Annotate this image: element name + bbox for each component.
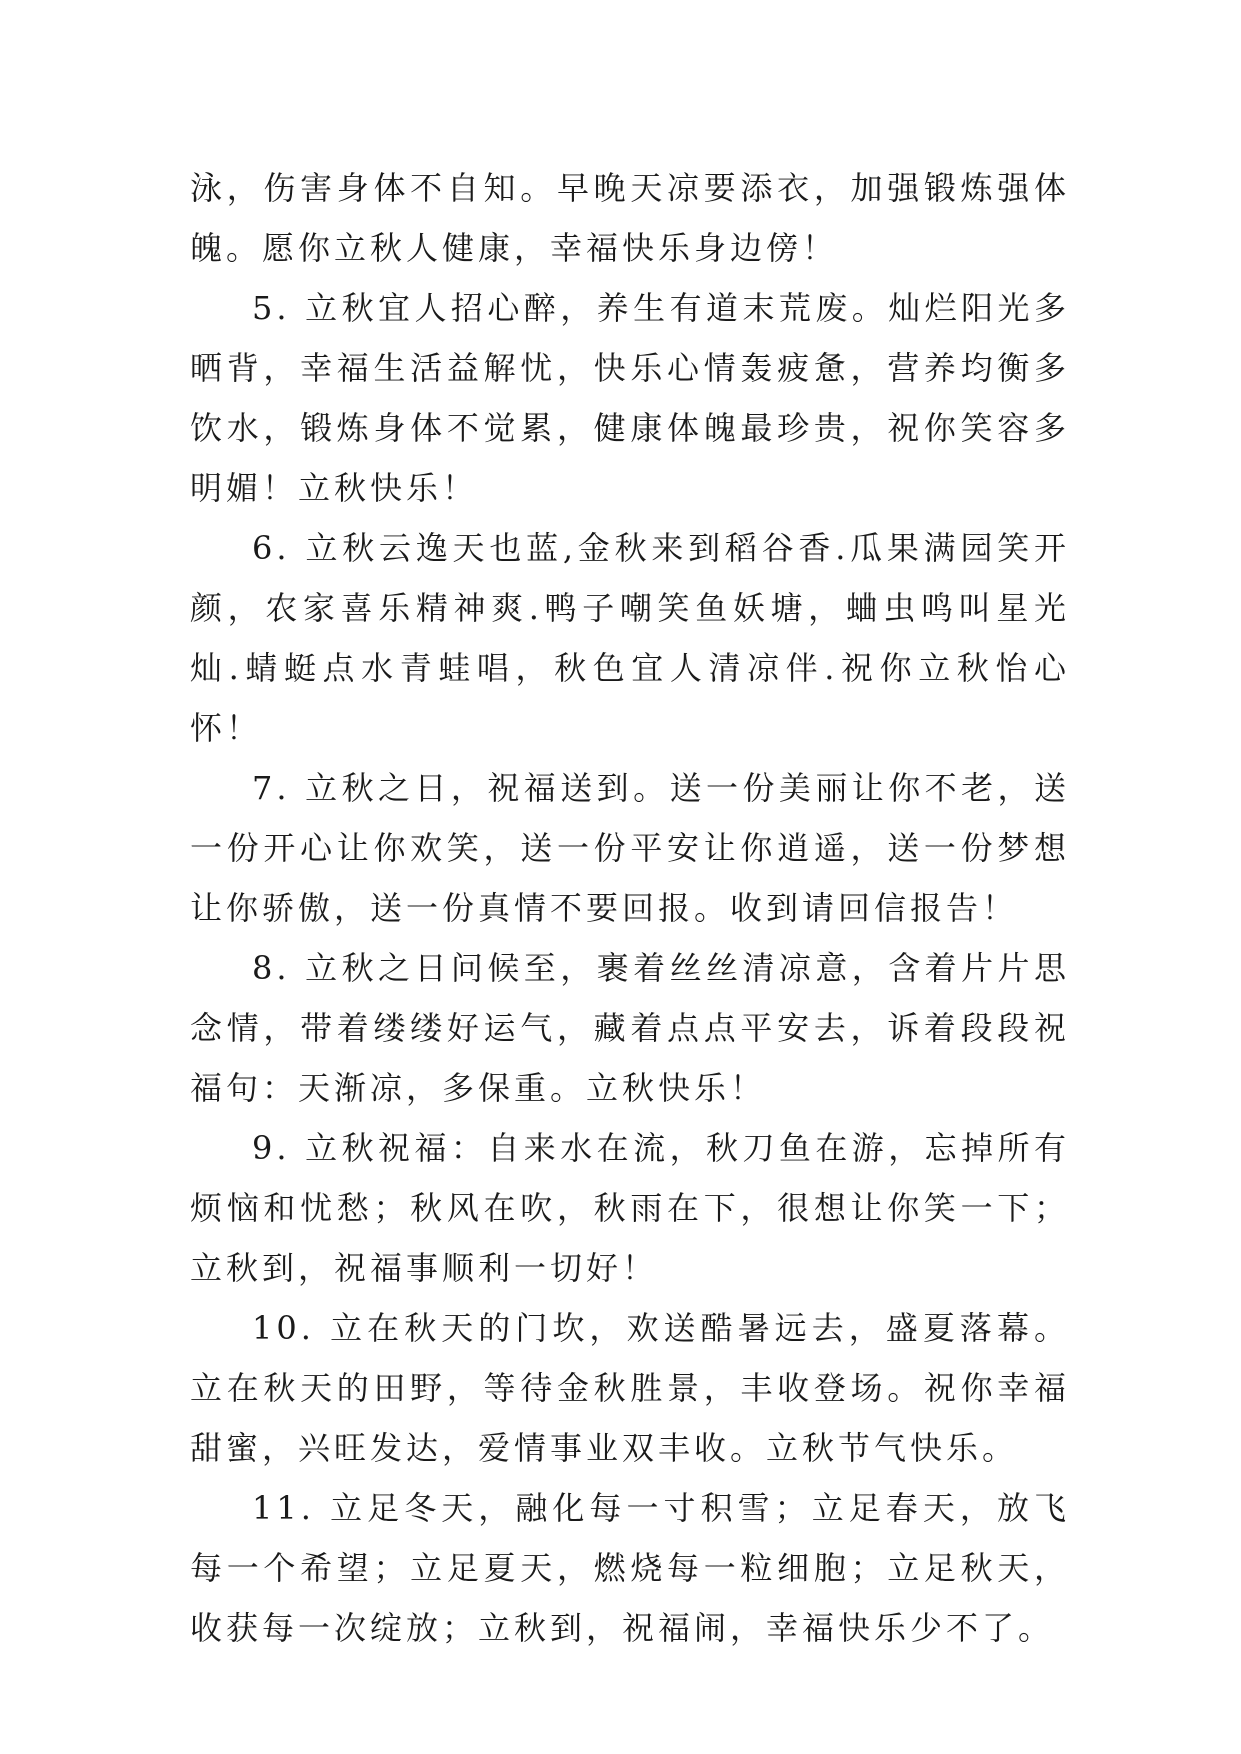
document-body	[190, 158, 1070, 1658]
paragraph-item-7: 7. 立秋之日，祝福送到。送一份美丽让你不老，送一份开心让你欢笑，送一份平安让你逍遥，送一份梦想让你骄傲，送一份真情不要回报。收到请回信报告！	[190, 769, 1070, 927]
paragraph-item-6: 6. 立秋云逸天也蓝,金秋来到稻谷香.瓜果满园笑开颜，农家喜乐精神爽.鸭子嘲笑鱼妖塘，蛐虫鸣叫星光灿.蜻蜓点水青蛙唱，秋色宜人清凉伴.祝你立秋怡心怀！	[190, 529, 1070, 747]
paragraph-item-9: 9. 立秋祝福：自来水在流，秋刀鱼在游，忘掉所有烦恼和忧愁；秋风在吹，秋雨在下，很想让你笑一下；立秋到，祝福事顺利一切好！	[190, 1129, 1070, 1287]
paragraph-item-8: 8. 立秋之日问候至，裹着丝丝清凉意，含着片片思念情，带着缕缕好运气，藏着点点平安去，诉着段段祝福句：天渐凉，多保重。立秋快乐！	[190, 949, 1070, 1107]
paragraph-item-5: 5. 立秋宜人招心醉，养生有道末荒废。灿烂阳光多晒背，幸福生活益解忧，快乐心情轰疲惫，营养均衡多饮水，锻炼身体不觉累，健康体魄最珍贵，祝你笑容多明媚！立秋快乐！	[190, 289, 1070, 507]
paragraph-item-10: 10. 立在秋天的门坎，欢送酷暑远去，盛夏落幕。立在秋天的田野，等待金秋胜景，丰收登场。祝你幸福甜蜜，兴旺发达，爱情事业双丰收。立秋节气快乐。	[190, 1309, 1070, 1467]
paragraph-continuation: 泳，伤害身体不自知。早晚天凉要添衣，加强锻炼强体魄。愿你立秋人健康，幸福快乐身边傍！	[190, 169, 1070, 267]
paragraph-item-11: 11. 立足冬天，融化每一寸积雪；立足春天，放飞每一个希望；立足夏天，燃烧每一粒细胞；立足秋天，收获每一次绽放；立秋到，祝福闹，幸福快乐少不了。	[190, 1489, 1070, 1647]
